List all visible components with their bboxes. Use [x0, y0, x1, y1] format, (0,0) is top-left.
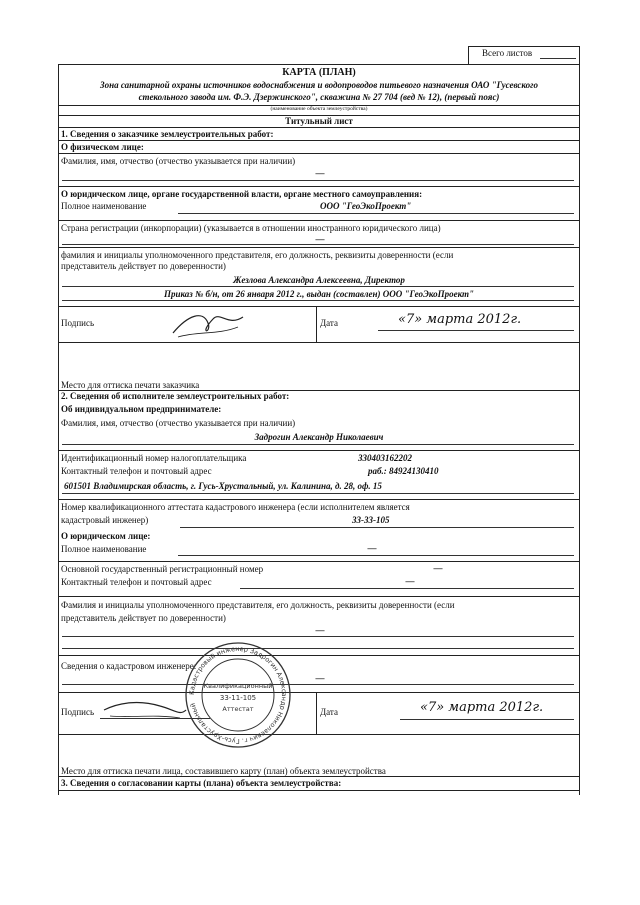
- section1-heading: 1. Сведения о заказчике землеустроительных работ:: [61, 129, 274, 139]
- ip-label: Об индивидуальном предпринимателе:: [61, 404, 222, 414]
- phone2-label: Контактный телефон и почтовый адрес: [61, 577, 212, 587]
- rep-label-line2: представитель действует по доверенности): [61, 261, 226, 271]
- object-name-line1: Зона санитарной охраны источников водоснабжения и водопроводов питьевого назначения ОАО "Гусевского: [100, 80, 538, 90]
- engineer-seal-stamp: [183, 640, 293, 750]
- total-sheets-label: Всего листов: [482, 48, 533, 58]
- phone-value: раб.: 84924130410: [368, 466, 439, 476]
- legal2-label: О юридическом лице:: [61, 531, 151, 541]
- address-value: 601501 Владимирская область, г. Гусь-Хрустальный, ул. Калинина, д. 28, оф. 15: [64, 481, 382, 491]
- seal-ring-text: Кадастровый инженер Задрогин Александр Николаевич г. Гусь-Хрустальный: [187, 644, 289, 746]
- inn-value: 330403162202: [358, 453, 412, 463]
- customer-signature: [168, 305, 248, 345]
- date2-value: «7» марта 2012г.: [420, 700, 544, 715]
- stamp-label: Место для оттиска печати заказчика: [61, 380, 200, 390]
- phone-label: Контактный телефон и почтовый адрес: [61, 466, 212, 476]
- country-label: Страна регистрации (инкорпорации) (указывается в отношении иностранного юридического лица): [61, 223, 441, 233]
- rep-value-2: Приказ № б/н, от 26 января 2012 г., выдан (составлен) ООО "ГеоЭкоПроект": [163, 289, 475, 299]
- fullname2-label: Полное наименование: [61, 544, 147, 554]
- form-title: КАРТА (ПЛАН): [282, 67, 356, 78]
- fullname-label: Полное наименование: [61, 201, 147, 211]
- engineer-signature: [100, 692, 190, 726]
- object-name-caption: (наименование объекта землеустройства): [270, 106, 368, 112]
- signature2-label: Подпись: [61, 707, 95, 717]
- rep2-label-line1: Фамилия и инициалы уполномоченного представителя, его должность, реквизиты доверенности (если: [61, 600, 455, 610]
- date2-label: Дата: [320, 707, 338, 717]
- fio-label: Фамилия, имя, отчество (отчество указывается при наличии): [61, 156, 296, 166]
- fullname2-value: —: [367, 543, 377, 553]
- section3-heading: 3. Сведения о согласовании карты (плана) объекта землеустройства:: [61, 778, 342, 788]
- legal-entity-label: О юридическом лице, органе государственной власти, органе местного самоуправления:: [61, 189, 423, 199]
- section2-heading: 2. Сведения об исполнителе землеустроительных работ:: [61, 391, 290, 401]
- cert-value: 33-33-105: [352, 515, 390, 525]
- fio2-value: Задрогин Александр Николаевич: [254, 432, 384, 442]
- ogrn-value: —: [433, 563, 443, 573]
- seal-center-line1: Квалификационный: [203, 682, 273, 690]
- phone2-value: —: [405, 576, 415, 586]
- rep-label-line1: фамилия и инициалы уполномоченного представителя, его должность, реквизиты доверенности (если: [61, 250, 454, 260]
- stamp2-label: Место для оттиска печати лица, составившего карту (план) объекта землеустройства: [61, 766, 386, 776]
- seal-center-line3: Аттестат: [222, 705, 254, 713]
- rep2-value: —: [315, 625, 325, 635]
- rep-value-1: Жезлова Александра Алексеевна, Директор: [233, 275, 405, 285]
- object-name-line2: стекольного завода им. Ф.Э. Дзержинского", скважина № 27 704 (вед № 12), (первый пояс): [138, 92, 500, 102]
- cert-label-line2: кадастровый инженер): [61, 515, 149, 525]
- inn-label: Идентификационный номер налогоплательщика: [61, 453, 247, 463]
- fullname-value: ООО "ГеоЭкоПроект": [320, 201, 412, 211]
- fio2-label: Фамилия, имя, отчество (отчество указывается при наличии): [61, 418, 296, 428]
- sheet-title: Титульный лист: [285, 116, 353, 126]
- engineer-value: —: [315, 673, 325, 683]
- cert-label-line1: Номер квалификационного аттестата кадастрового инженера (если исполнителем является: [61, 502, 410, 512]
- fio-value: —: [315, 168, 325, 178]
- seal-center-line2: 33-11-105: [219, 694, 257, 702]
- date-label: Дата: [320, 318, 338, 328]
- ogrn-label: Основной государственный регистрационный номер: [61, 564, 264, 574]
- engineer-label: Сведения о кадастровом инженере:: [61, 661, 197, 671]
- date-value: «7» марта 2012г.: [398, 312, 522, 327]
- signature-label: Подпись: [61, 318, 95, 328]
- country-value: —: [315, 234, 325, 244]
- physical-person-label: О физическом лице:: [61, 142, 144, 152]
- rep2-label-line2: представитель действует по доверенности): [61, 613, 226, 623]
